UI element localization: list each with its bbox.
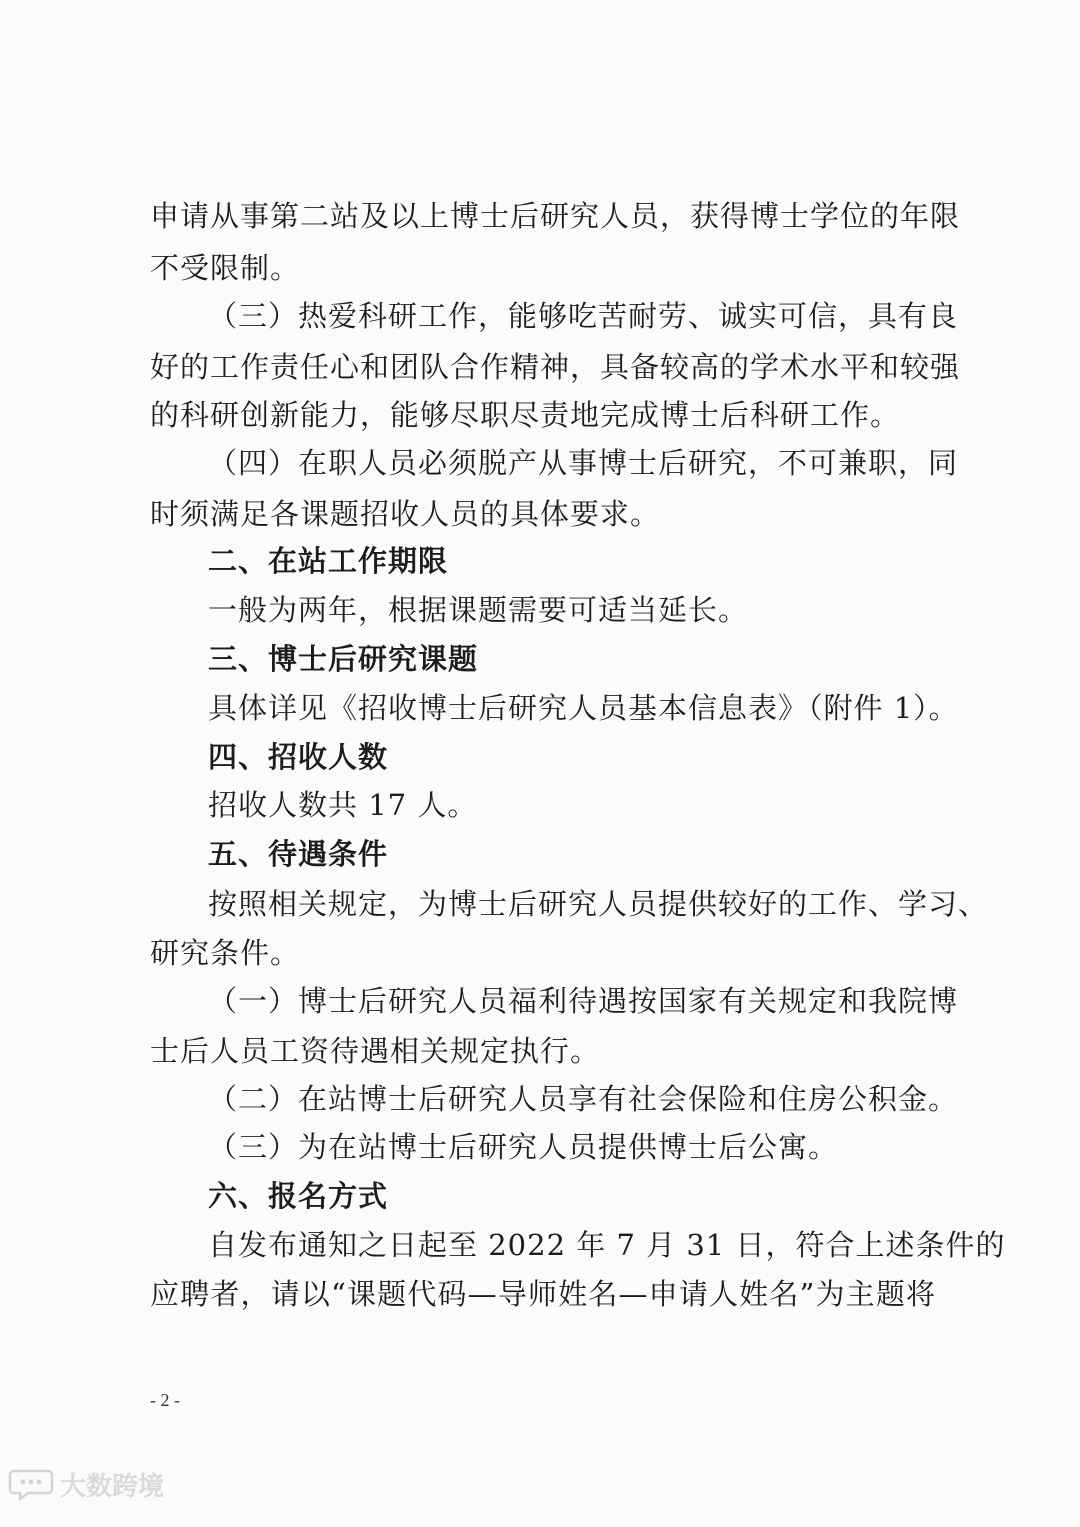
- paragraph-line: （四）在职人员必须脱产从事博士后研究，不可兼职，同: [208, 446, 959, 480]
- watermark-text: 大数跨境: [60, 1471, 165, 1502]
- section-heading: 二、在站工作期限: [208, 544, 449, 578]
- paragraph-line: （一）博士后研究人员福利待遇按国家有关规定和我院博: [208, 984, 959, 1018]
- paragraph-line: 具体详见《招收博士后研究人员基本信息表》（附件 1）。: [208, 691, 959, 725]
- paragraph-line: 士后人员工资待遇相关规定执行。: [150, 1034, 601, 1068]
- section-heading: 五、待遇条件: [208, 837, 389, 871]
- chat-bubble-icon: [8, 1467, 54, 1501]
- paragraph-line: 应聘者，请以“课题代码—导师姓名—申请人姓名”为主题将: [150, 1277, 936, 1311]
- paragraph-line: 按照相关规定，为博士后研究人员提供较好的工作、学习、: [208, 887, 989, 921]
- section-heading: 六、报名方式: [208, 1179, 389, 1213]
- paragraph-line: 申请从事第二站及以上博士后研究人员，获得博士学位的年限: [150, 199, 961, 233]
- paragraph-line: 研究条件。: [150, 936, 301, 970]
- paragraph-line: （三）热爱科研工作，能够吃苦耐劳、诚实可信，具有良: [208, 299, 959, 333]
- section-heading: 四、招收人数: [208, 740, 389, 774]
- watermark: [8, 1462, 164, 1506]
- paragraph-line: 时须满足各课题招收人员的具体要求。: [150, 497, 661, 531]
- paragraph-line: 自发布通知之日起至 2022 年 7 月 31 日，符合上述条件的: [208, 1228, 1006, 1262]
- paragraph-line: （二）在站博士后研究人员享有社会保险和住房公积金。: [208, 1082, 959, 1116]
- paragraph-line: 好的工作责任心和团队合作精神，具备较高的学术水平和较强: [150, 350, 961, 384]
- page-number: - 2 -: [150, 1390, 180, 1410]
- paragraph-line: （三）为在站博士后研究人员提供博士后公寓。: [208, 1130, 839, 1164]
- paragraph-line: 不受限制。: [150, 251, 301, 285]
- paragraph-line: 一般为两年，根据课题需要可适当延长。: [208, 593, 749, 627]
- paragraph-line: 的科研创新能力，能够尽职尽责地完成博士后科研工作。: [150, 398, 901, 432]
- section-heading: 三、博士后研究课题: [208, 642, 479, 676]
- paragraph-line: 招收人数共 17 人。: [208, 788, 478, 822]
